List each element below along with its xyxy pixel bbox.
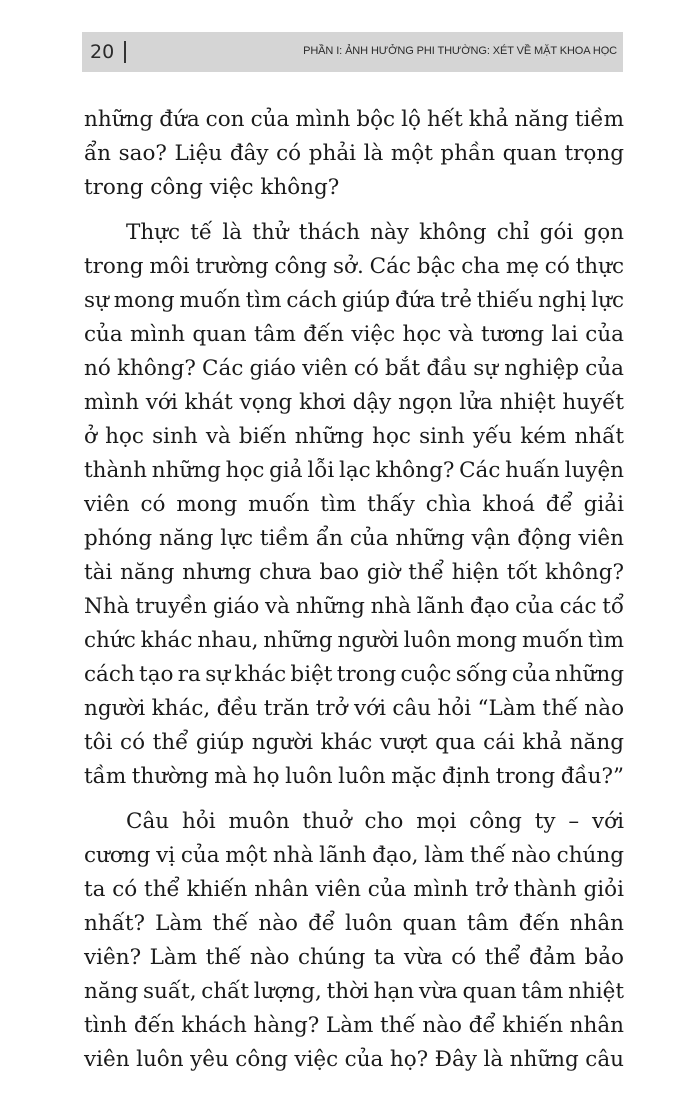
running-header bbox=[82, 32, 623, 72]
text-line: Thực tế là thử thách này không chỉ gói gọn bbox=[126, 220, 624, 245]
text-line: những đứa con của mình bộc lộ hết khả năng tiềm bbox=[84, 107, 624, 132]
text-line: cách tạo ra sự khác biệt trong cuộc sống của những bbox=[84, 662, 625, 687]
text-line: phóng năng lực tiềm ẩn của những vận động viên bbox=[84, 526, 624, 551]
text-line: thành những học giả lỗi lạc không? Các huấn luyện bbox=[84, 458, 625, 483]
page-number: 20 bbox=[90, 41, 115, 63]
text-line: cương vị của một nhà lãnh đạo, làm thế nào chúng bbox=[84, 843, 624, 868]
paragraph-1 bbox=[84, 103, 624, 205]
paragraph-3 bbox=[84, 805, 624, 1077]
text-line: của mình quan tâm đến việc học và tương lai của bbox=[84, 322, 624, 347]
text-line: tài năng nhưng chưa bao giờ thể hiện tốt không? bbox=[84, 560, 624, 585]
text-line: nhất? Làm thế nào để luôn quan tâm đến nhân bbox=[84, 911, 624, 936]
running-head-title: PHẦN I: ẢNH HƯỞNG PHI THƯỜNG: XÉT VỀ MẶT KHOA HỌC bbox=[303, 45, 617, 57]
body-text bbox=[84, 103, 624, 1077]
text-line: trong công việc không? bbox=[84, 175, 340, 200]
text-line: viên luôn yêu công việc của họ? Đây là những câu bbox=[84, 1047, 624, 1072]
text-line: mình với khát vọng khơi dậy ngọn lửa nhiệt huyết bbox=[84, 390, 625, 415]
text-line: viên? Làm thế nào chúng ta vừa có thể đảm bảo bbox=[84, 945, 624, 970]
text-line: tình đến khách hàng? Làm thế nào để khiến nhân bbox=[84, 1013, 625, 1038]
text-line: người khác, đều trăn trở với câu hỏi “Làm thế nào bbox=[84, 696, 625, 721]
text-line: chức khác nhau, những người luôn mong muốn tìm bbox=[84, 628, 624, 653]
paragraph-2 bbox=[84, 216, 624, 794]
header-divider bbox=[124, 41, 126, 63]
text-line: viên có mong muốn tìm thấy chìa khoá để giải bbox=[84, 492, 624, 517]
text-line: tôi có thể giúp người khác vượt qua cái khả năng bbox=[84, 730, 624, 755]
text-line: trong môi trường công sở. Các bậc cha mẹ có thực bbox=[84, 254, 624, 279]
text-line: ở học sinh và biến những học sinh yếu kém nhất bbox=[84, 424, 624, 449]
text-line: nó không? Các giáo viên có bắt đầu sự nghiệp của bbox=[84, 356, 624, 381]
text-line: năng suất, chất lượng, thời hạn vừa quan tâm nhiệt bbox=[84, 979, 625, 1004]
text-line: Nhà truyền giáo và những nhà lãnh đạo của các tổ bbox=[84, 594, 624, 619]
text-line: sự mong muốn tìm cách giúp đứa trẻ thiếu nghị lực bbox=[84, 288, 625, 313]
text-line: ẩn sao? Liệu đây có phải là một phần quan trọng bbox=[84, 141, 624, 166]
text-line: tầm thường mà họ luôn luôn mặc định trong đầu?” bbox=[84, 764, 625, 789]
text-line: Câu hỏi muôn thuở cho mọi công ty – với bbox=[126, 809, 625, 834]
text-line: ta có thể khiến nhân viên của mình trở thành giỏi bbox=[84, 877, 624, 902]
